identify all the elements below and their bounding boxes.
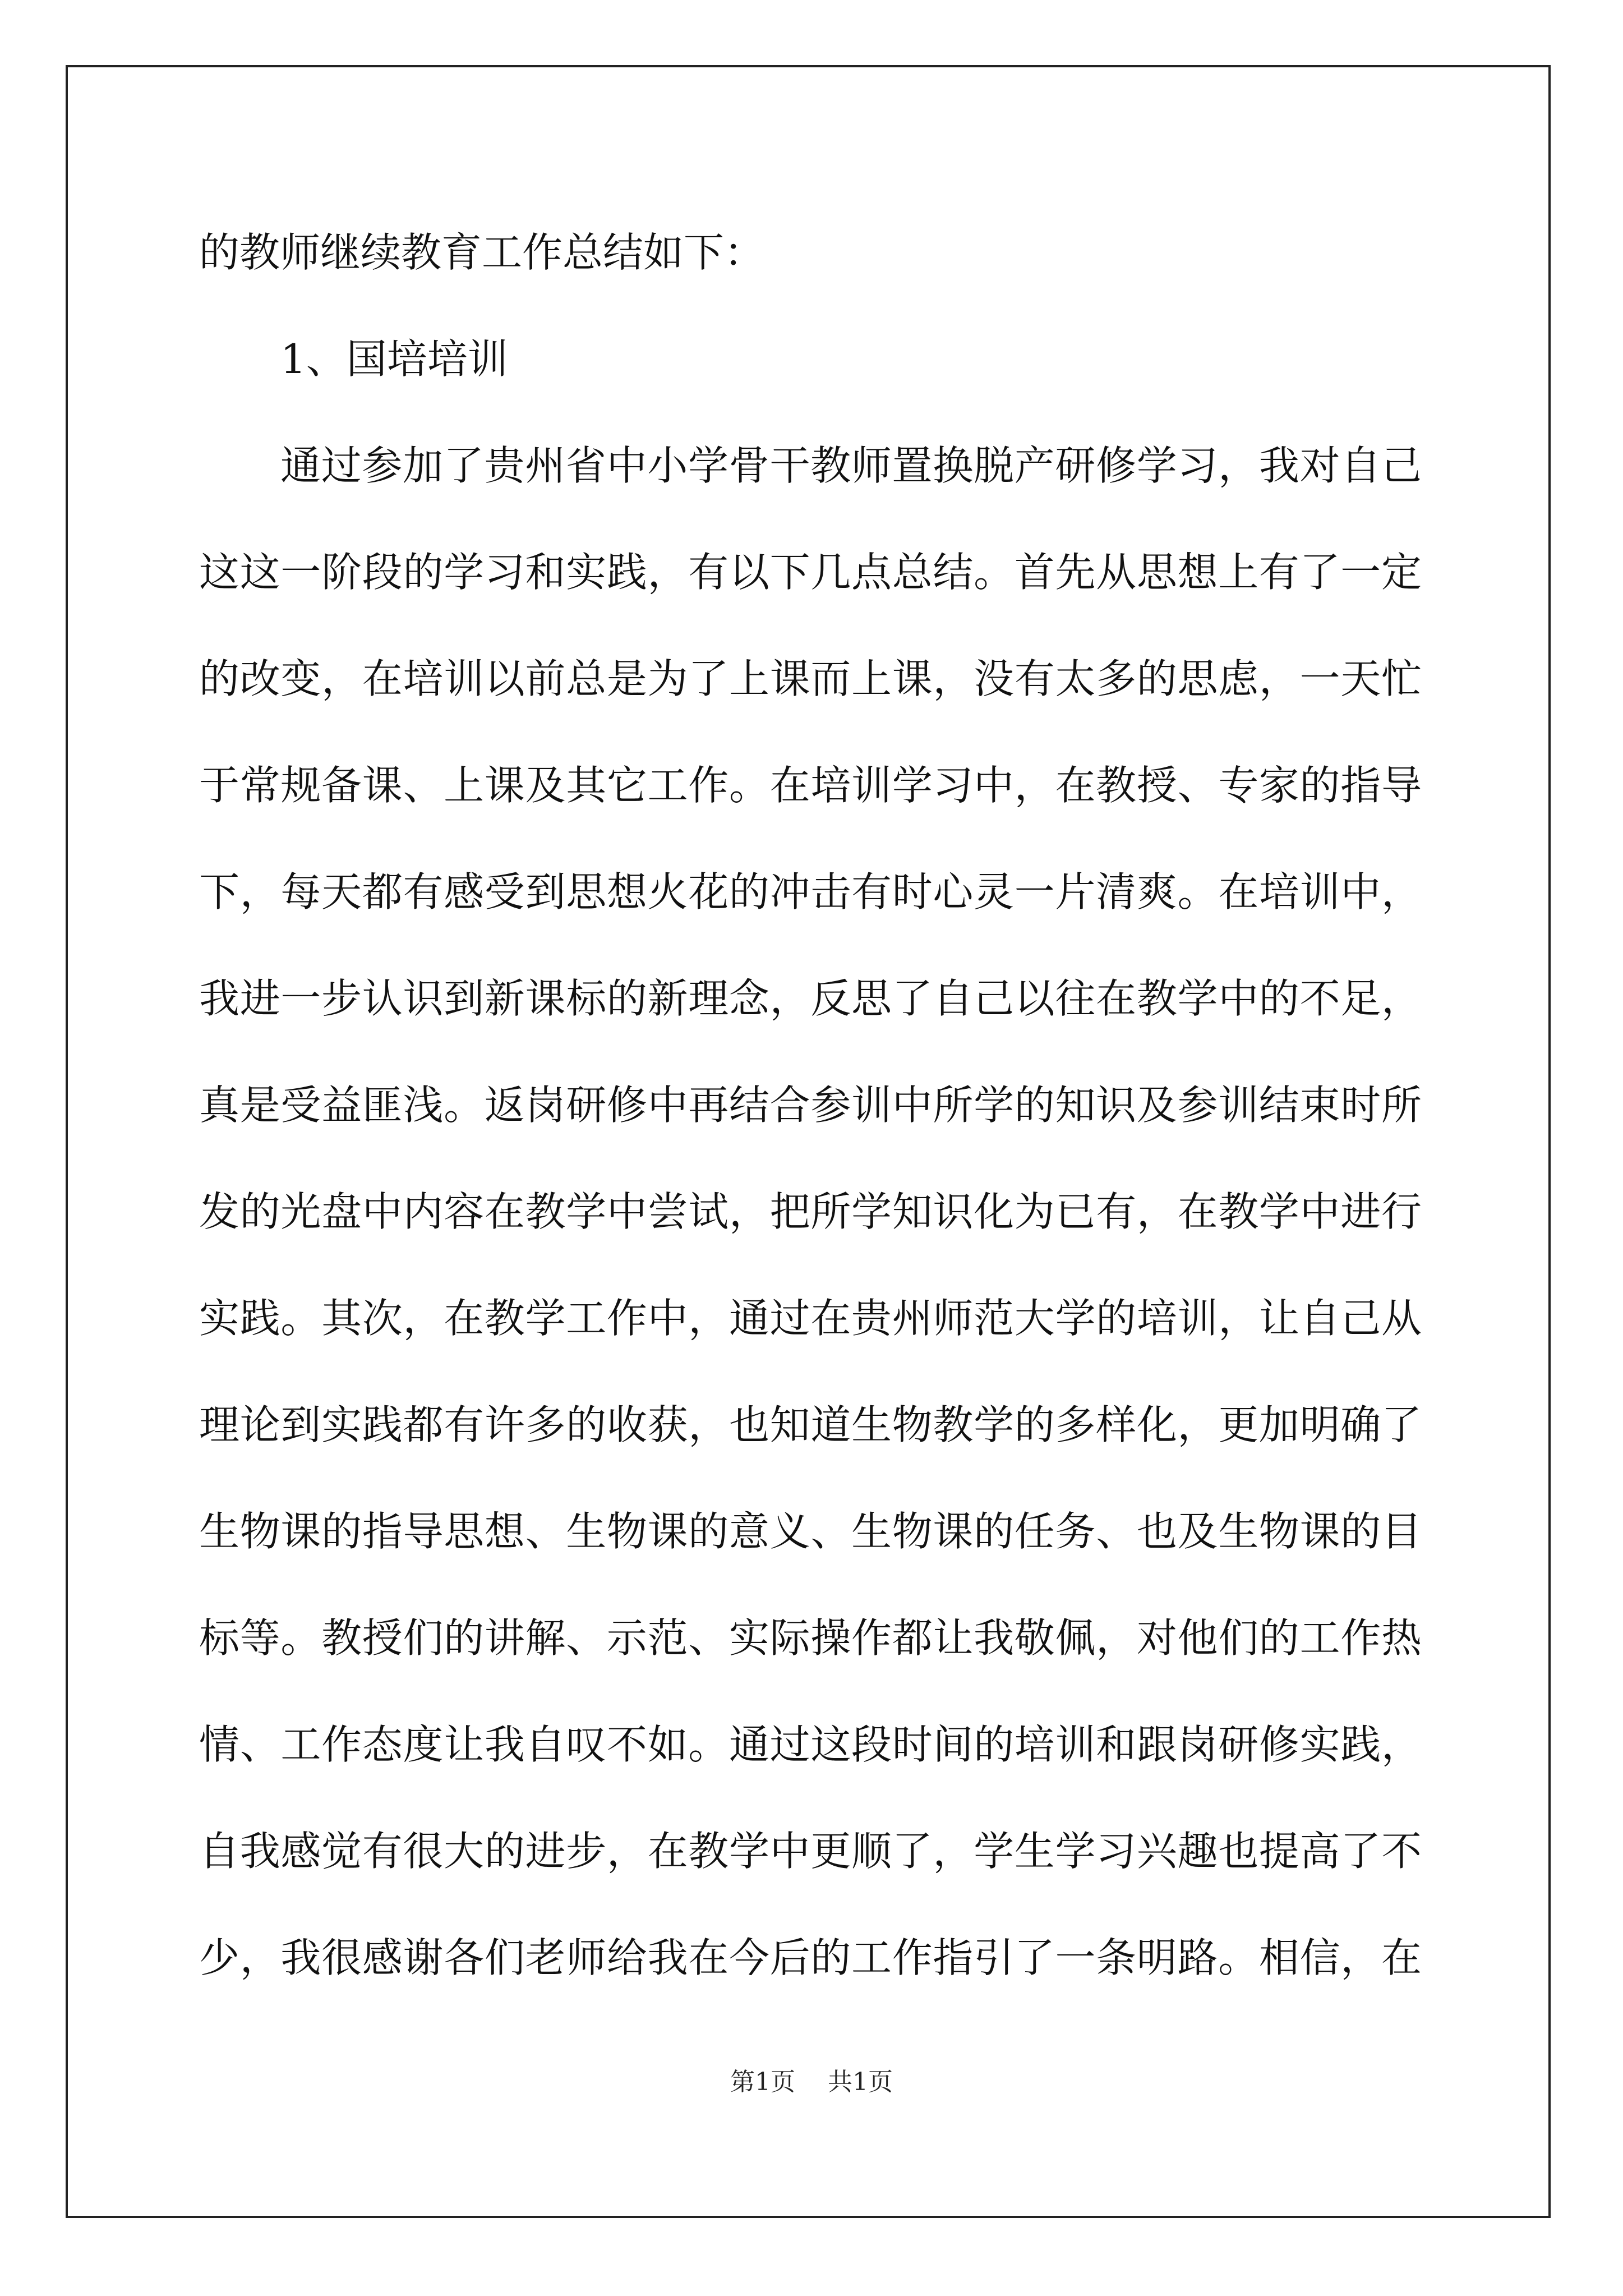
text-line: 于常规备课、上课及其它工作。在培训学习中，在教授、专家的指导 — [199, 762, 1422, 809]
text-line: 下，每天都有感受到思想火花的冲击有时心灵一片清爽。在培训中， — [199, 868, 1422, 915]
page-count: 共1页 — [828, 2068, 893, 2096]
text-line: 的改变，在培训以前总是为了上课而上课，没有太多的思虑，一天忙 — [199, 655, 1422, 702]
text-line: 生物课的指导思想、生物课的意义、生物课的任务、也及生物课的目 — [199, 1508, 1422, 1555]
text-line: 自我感觉有很大的进步，在教学中更顺了，学生学习兴趣也提高了不 — [199, 1828, 1422, 1875]
text-line: 标等。教授们的讲解、示范、实际操作都让我敬佩，对他们的工作热 — [199, 1614, 1422, 1662]
text-line: 实践。其次，在教学工作中，通过在贵州师范大学的培训，让自己从 — [199, 1295, 1422, 1342]
text-line: 少，我很感谢各们老师给我在今后的工作指引了一条明路。相信，在 — [199, 1934, 1422, 1981]
text-line: 情、工作态度让我自叹不如。通过这段时间的培训和跟岗研修实践， — [199, 1721, 1422, 1768]
text-line: 理论到实践都有许多的收获，也知道生物教学的多样化，更加明确了 — [199, 1401, 1422, 1448]
text-line: 发的光盘中内容在教学中尝试，把所学知识化为已有，在教学中进行 — [199, 1188, 1422, 1235]
text-line: 这这一阶段的学习和实践，有以下几点总结。首先从思想上有了一定 — [199, 549, 1422, 596]
page-number: 第1页 — [730, 2068, 795, 2096]
text-line: 真是受益匪浅。返岗研修中再结合参训中所学的知识及参训结束时所 — [199, 1082, 1422, 1129]
text-line: 通过参加了贵州省中小学骨干教师置换脱产研修学习，我对自己 — [280, 442, 1422, 489]
text-line: 的教师继续教育工作总结如下： — [199, 229, 765, 276]
text-line: 我进一步认识到新课标的新理念，反思了自己以往在教学中的不足， — [199, 975, 1422, 1022]
page-footer — [0, 2065, 1623, 2099]
section-heading: 1、国培培训 — [280, 335, 508, 383]
